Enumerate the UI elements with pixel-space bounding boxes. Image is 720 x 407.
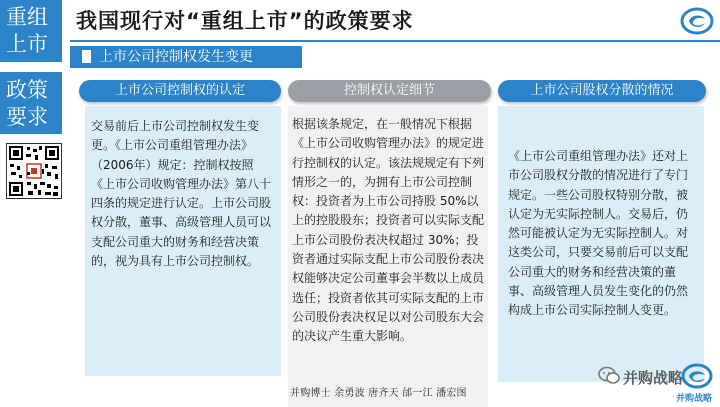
section-subtitle: 上市公司控制权发生变更 <box>99 49 253 65</box>
column-control-recognition <box>79 80 281 269</box>
column-body-text: 交易前后上市公司控制权发生变更。《上市公司重组管理办法》（2006年）规定：控制权按照《上市公司收购管理办法》第八十四条的规定进行认定。上市公司股权分散，董事、高级管理人员可以支配公司重大的财务和经营决策的，视为具有上市公司控制权。 <box>85 106 281 376</box>
column-body-text: 《上市公司重组管理办法》还对上市公司股权分散的情况进行了专门规定。一些公司股权特别分散，被认定为无实际控制人。交易后，仍然可能被认定为无实际控制人。对这类公司，只要交易前后可以支配公司重大的财务和经营决策的董事、高级管理人员发生变化的仍然构成上市公司实际控制人变更。 <box>498 106 704 382</box>
section-tab-restructure-listing[interactable]: 重组 上市 <box>0 0 62 62</box>
watermark-text: 并购战略 <box>623 369 684 387</box>
author-credit: 并购博士 余勇波 唐齐天 邰一江 潘宏图 <box>290 388 467 399</box>
wechat-icon <box>598 366 620 386</box>
brand-logo-icon <box>680 6 714 36</box>
column-dispersed-ownership <box>498 80 706 318</box>
column-control-details <box>288 80 491 344</box>
column-body-text: 根据该条规定，在一般情况下根据《上市公司收购管理办法》的规定进行控制权的认定。该法规规定有下列情形之一的，为拥有上市公司控制权：投资者为上市公司持股 50%以上的控股股东；投资者可以实际支配上市公司股份表决权超过 30%；投资者通过实际支配上市公司股份表决权能够决定公司董事会半数以上成员选任；投资者依其可实际支配的上市公司股份表决权足以对公司股东大会的决议产生重大影响。 <box>288 106 488 407</box>
column-heading: 上市公司控制权的认定 <box>79 80 281 102</box>
section-tab-policy-requirements[interactable]: 政策 要求 <box>0 72 62 134</box>
column-heading: 上市公司股权分散的情况 <box>498 80 706 102</box>
page-title: 我国现行对“重组上市”的政策要求 <box>76 9 414 33</box>
title-divider <box>70 40 720 42</box>
subtitle-marker-icon <box>82 50 91 63</box>
column-heading: 控制权认定细节 <box>288 80 491 102</box>
sidebar <box>0 0 70 405</box>
section-subtitle-bar <box>70 46 302 68</box>
brand-logo-caption: 并购战略 <box>676 394 713 404</box>
qr-code <box>6 143 62 199</box>
